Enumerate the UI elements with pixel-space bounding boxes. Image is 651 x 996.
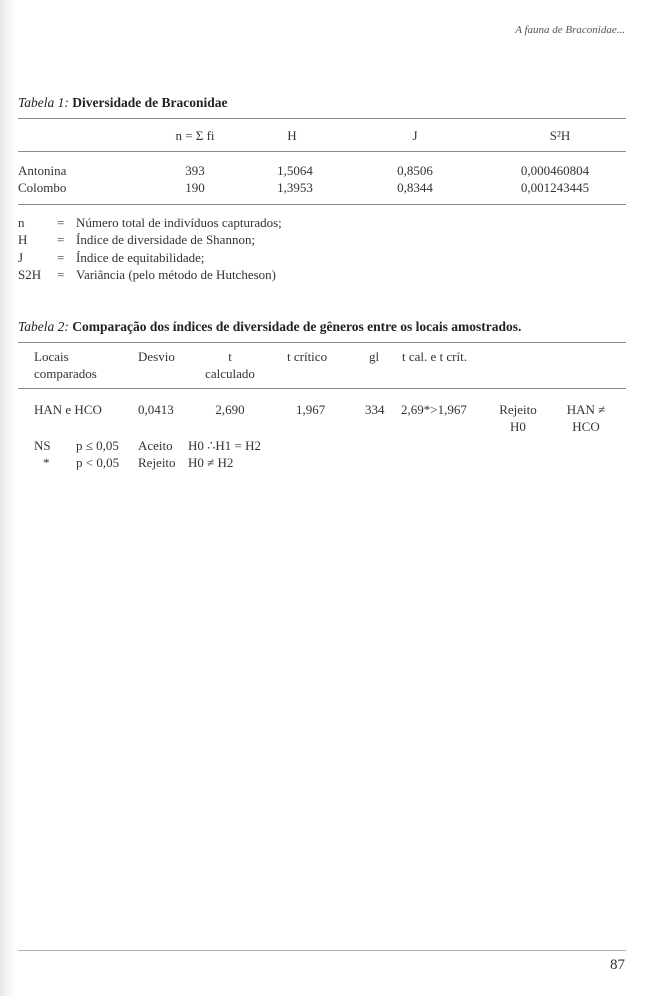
- header-desvio: Desvio: [138, 349, 175, 364]
- legend-equals: =: [57, 267, 65, 282]
- legend-equals: =: [57, 232, 65, 247]
- row-s2h: 0,000460804: [520, 163, 590, 178]
- note-hypothesis: H0 ∴H1 = H2: [188, 438, 262, 453]
- legend-description: Variância (pelo método de Hutcheson): [76, 267, 276, 282]
- legend-equals: =: [57, 250, 65, 265]
- table1-caption-title: Diversidade de Braconidae: [72, 95, 228, 110]
- table2-top-rule: [18, 342, 626, 343]
- row-h: 1,3953: [277, 180, 313, 195]
- row-t-critico: 1,967: [296, 402, 326, 417]
- table1-header-rule: [18, 151, 626, 152]
- running-head: A fauna de Braconidae...: [515, 24, 625, 36]
- table1-caption: [18, 95, 228, 111]
- table1-header-s2h: S²H: [549, 128, 571, 143]
- row-j: 0,8344: [397, 180, 433, 195]
- table1-caption-number: Tabela 1:: [18, 95, 69, 110]
- table2-caption-number: Tabela 2:: [18, 319, 69, 334]
- page-number: 87: [610, 957, 625, 973]
- legend-symbol: H: [18, 232, 28, 247]
- row-locais: HAN e HCO: [34, 402, 102, 417]
- table1-header-n: n = Σ fi: [175, 128, 215, 143]
- row-resultado: HAN ≠: [566, 402, 606, 417]
- row-resultado-hco: HCO: [572, 419, 600, 434]
- table1-header-j: J: [412, 128, 418, 143]
- row-n: 190: [185, 180, 205, 195]
- legend-description: Índice de diversidade de Shannon;: [76, 232, 256, 247]
- legend-description: Índice de equitabilidade;: [76, 250, 205, 265]
- scan-margin-shadow: [0, 0, 16, 996]
- note-condition: p ≤ 0,05: [76, 438, 119, 453]
- legend-symbol: S2H: [18, 267, 42, 282]
- note-symbol: NS: [34, 438, 51, 453]
- legend-equals: =: [57, 215, 65, 230]
- row-n: 393: [185, 163, 205, 178]
- table1-bottom-rule: [18, 204, 626, 205]
- note-hypothesis: H0 ≠ H2: [188, 455, 234, 470]
- row-h: 1,5064: [277, 163, 313, 178]
- header-t-calculado: calculado: [205, 366, 255, 381]
- legend-symbol: n: [18, 215, 25, 230]
- header-locais: Locais: [34, 349, 69, 364]
- note-symbol: *: [43, 455, 50, 470]
- header-t: t: [228, 349, 232, 364]
- note-action: Rejeito: [138, 455, 176, 470]
- table2-caption-title: Comparação dos índices de diversidade de gêneros entre os locais amostrados.: [72, 319, 522, 334]
- note-action: Aceito: [138, 438, 173, 453]
- table1-header-h: H: [287, 128, 297, 143]
- row-t-calculado: 2,690: [215, 402, 245, 417]
- row-local: Antonina: [18, 163, 67, 178]
- legend-description: Número total de indivíduos capturados;: [76, 215, 282, 230]
- legend-symbol: J: [18, 250, 24, 265]
- table1-top-rule: [18, 118, 626, 119]
- row-decisao-h0: H0: [510, 419, 526, 434]
- header-tcal-tcrit: t cal. e t crít.: [402, 349, 467, 364]
- table2-caption: [18, 319, 521, 335]
- footer-rule: [18, 950, 626, 951]
- row-decisao: Rejeito: [499, 402, 537, 417]
- row-gl: 334: [365, 402, 385, 417]
- note-condition: p < 0,05: [76, 455, 120, 470]
- header-comparados: comparados: [34, 366, 97, 381]
- row-desvio: 0,0413: [138, 402, 174, 417]
- table2-header-rule: [18, 388, 626, 389]
- header-t-critico: t crítico: [287, 349, 328, 364]
- row-s2h: 0,001243445: [520, 180, 590, 195]
- header-gl: gl: [369, 349, 380, 364]
- row-local: Colombo: [18, 180, 67, 195]
- row-j: 0,8506: [397, 163, 433, 178]
- row-comparacao: 2,69*>1,967: [401, 402, 467, 417]
